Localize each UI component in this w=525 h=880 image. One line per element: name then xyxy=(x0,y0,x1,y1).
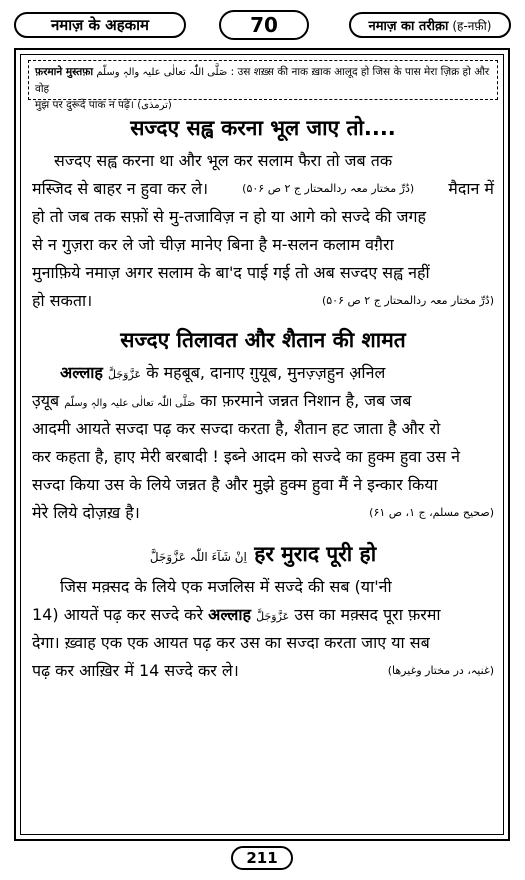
section3-line-2b: उस का मक़्सद पूरा फ़रमा xyxy=(294,605,441,624)
section1-line-2 xyxy=(32,178,494,200)
section3-line-2a: 14) आयतें पढ़ कर सज्दे करे xyxy=(32,605,204,624)
section2-line-3: आदमी आयते सज्दा पढ़ कर सज्दा करता है, शैतान हट जाता है और रो xyxy=(32,419,441,438)
footer-page-number: 211 xyxy=(231,846,293,870)
section2-line-6 xyxy=(32,502,494,524)
section3-heading-row xyxy=(32,540,494,568)
azza-wa-jalla: عَزَّوَجَلَّ xyxy=(108,368,142,381)
allah-name-2: अल्लाह xyxy=(208,605,252,624)
section2-line-5: सज्दा किया उस के लिये जन्नत है और मुझे हुक्म हुवा मैं ने इन्कार किया xyxy=(32,475,438,494)
hadith-source: (ترمذی) xyxy=(137,100,172,111)
hadith-salutation: صَلَّی اللّٰہ تعالٰی علیہ والہٖ وسلّم xyxy=(96,67,228,78)
section1-line-2a: मस्जिद से बाहर न हुवा कर ले। xyxy=(32,179,209,198)
section1-line-6 xyxy=(32,290,494,312)
book-title: नमाज़ के अहकाम xyxy=(14,12,186,38)
insha-allah: اِنْ شَآءَ اللّٰہ عَزَّوَجَلَّ xyxy=(149,550,247,564)
section1-reference-2: (دُرِّ مختار معہ ردالمحتار ج ۲ ص ۵۰۶) xyxy=(321,294,494,307)
page-number: 70 xyxy=(219,10,309,40)
chapter-title-text: नमाज़ का तरीक़ा xyxy=(368,19,449,34)
chapter-note: (ह-नफ़ी) xyxy=(452,18,492,33)
page-header xyxy=(14,8,511,44)
hadith-box xyxy=(28,60,498,111)
section1-line-5: मुनाफ़िये नमाज़ अगर सलाम के बा'द पाई गई तो अब सज्दए सह्व नहीं xyxy=(32,263,430,282)
section1-heading: सज्दए सह्व करना भूल जाए तो.... xyxy=(130,116,396,140)
hadith-text: : उस शख़्स की नाक ख़ाक आलूद हो जिस के पास मेरा ज़िक्र हो और वोह xyxy=(35,66,490,95)
hadith-text-2: मुझ पर दुरूदे पाक न पढ़े। xyxy=(35,99,134,111)
allah-name: अल्लाह xyxy=(60,363,103,382)
hadith-line-2 xyxy=(35,97,491,114)
section1-line-2b: मैदान में xyxy=(448,179,494,198)
section1-reference-1: (دُرِّ مختار معہ ردالمحتار ج ۲ ص ۵۰۶) xyxy=(242,182,415,195)
section2-line-1 xyxy=(32,362,494,386)
section2-salutation: صَلَّی اللّٰہ تعالٰی علیہ والہٖ وسلّم xyxy=(64,398,196,409)
section2-line-1-text: के महबूब, दानाए ग़ुयूब, मुनज़्ज़हुन अ़निल xyxy=(146,363,386,382)
section3-line-1: जिस मक़्सद के लिये एक मजलिस में सज्दे की सब (या'नी xyxy=(60,577,392,596)
section2-line-2 xyxy=(32,390,494,415)
section1-line-1: सज्दए सह्व करना था और भूल कर सलाम फैरा तो जब तक xyxy=(54,151,393,170)
chapter-title xyxy=(349,12,511,38)
section2-line-2a: उ़यूब xyxy=(32,391,60,410)
section3-line-4 xyxy=(32,660,494,682)
hadith-line-1 xyxy=(35,64,491,97)
section1-line-3: हो तो जब तक सफ़ों से मु-तजाविज़ न हो या आगे को सज्दे की जगह xyxy=(32,207,427,226)
section2-heading: सज्दए तिलावत और शैतान की शामत xyxy=(120,328,406,352)
azza-wa-jalla-2: عَزَّوَجَلَّ xyxy=(256,610,290,623)
section1-line-4: से न गुज़रा कर ले जो चीज़ मानेए बिना है म-सलन कलाम वग़ैरा xyxy=(32,235,394,254)
section3-heading: हर मुराद पूरी हो xyxy=(254,542,377,566)
section3-line-2 xyxy=(32,604,494,628)
hadith-label: फ़रमाने मुस्तफ़ा xyxy=(35,66,94,78)
section3-reference: (غنیہ، در مختار وغیرھا) xyxy=(387,664,494,677)
section2-line-2b: का फ़रमाने जन्नत निशान है, जब जब xyxy=(200,391,412,410)
section2-line-6-text: मेरे लिये दोज़ख़ है। xyxy=(32,503,140,522)
section3-line-4-text: पढ़ कर आख़िर में 14 सज्दे कर ले। xyxy=(32,661,239,680)
section2-reference: (صحیح مسلم، ج ۱، ص ۶۱) xyxy=(369,506,494,519)
section1-line-6-text: हो सकता। xyxy=(32,291,93,310)
section2-line-4: कर कहता है, हाए मेरी बरबादी ! इब्ने आदम को सज्दे का हुक्म हुवा उस ने xyxy=(32,447,461,466)
section3-line-3: देगा। ख़्वाह एक एक आयत पढ़ कर उस का सज्दा करता जाए या सब xyxy=(32,633,430,652)
